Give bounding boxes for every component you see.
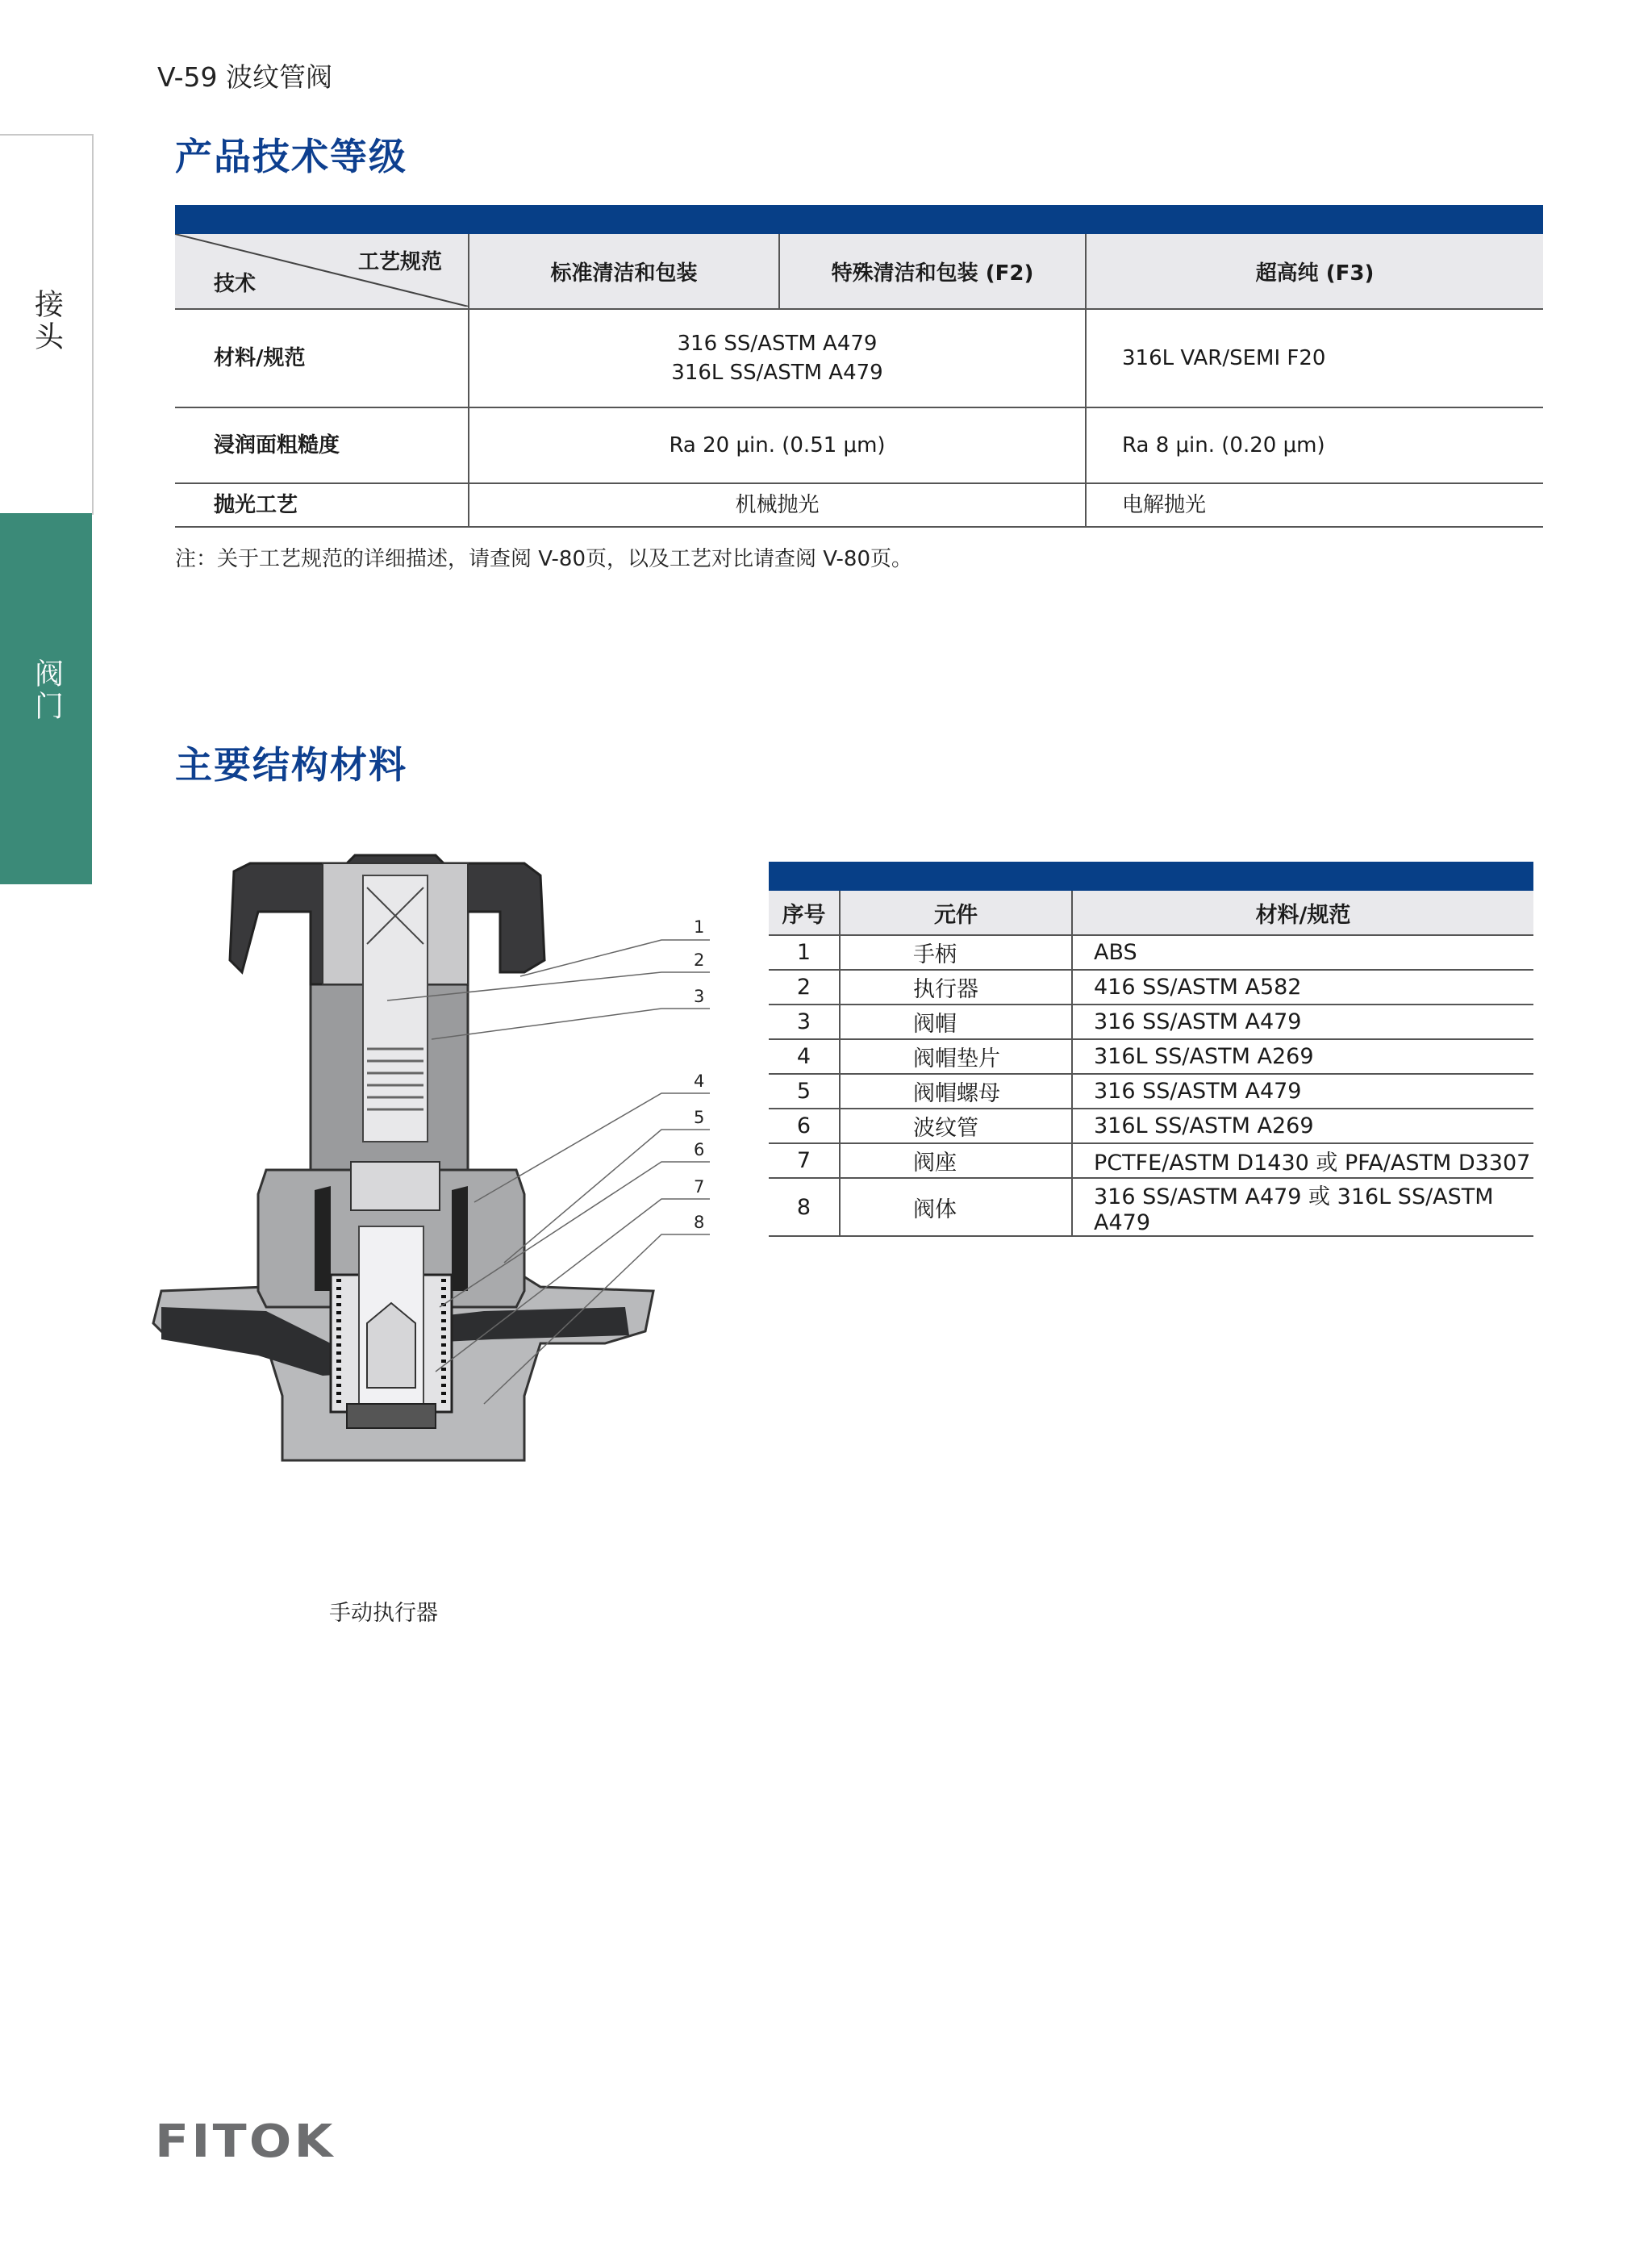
spec-row-label: 材料/规范 [175, 309, 469, 407]
table-row [769, 1178, 1533, 1236]
fitok-logo: FITOK [155, 2116, 336, 2168]
spec-note: 注：关于工艺规范的详细描述，请查阅 V-80页，以及工艺对比请查阅 V-80页。 [175, 547, 912, 571]
table-row [769, 1143, 1533, 1178]
materials-section-title: 主要结构材料 [175, 743, 407, 787]
page-header: V-59 波纹管阀 [157, 61, 333, 93]
spec-header-diagonal-cell [175, 234, 469, 309]
materials-col-part: 元件 [840, 891, 1072, 935]
materials-table [769, 862, 1533, 1237]
row-part: 手柄 [840, 935, 1072, 970]
row-material: 316 SS/ASTM A479 [1072, 1074, 1533, 1109]
row-material: 316 SS/ASTM A479 或 316L SS/ASTM A479 [1072, 1178, 1533, 1236]
spec-row-roughness [175, 407, 1543, 483]
spec-cell-ultra: 电解抛光 [1086, 483, 1543, 527]
spec-cell-ultra: 316L VAR/SEMI F20 [1086, 309, 1543, 407]
row-part: 阀帽 [840, 1005, 1072, 1039]
row-no: 7 [769, 1143, 840, 1178]
materials-col-no: 序号 [769, 891, 840, 935]
side-tab-valves[interactable] [0, 513, 92, 884]
materials-table-header [769, 891, 1533, 935]
spec-table-bar [175, 205, 1543, 234]
row-material: 316 SS/ASTM A479 [1072, 1005, 1533, 1039]
spec-col-standard: 标准清洁和包装 [469, 234, 779, 309]
spec-cell-standard [469, 309, 1086, 407]
callout-number: 3 [694, 987, 705, 1006]
table-row [769, 935, 1533, 970]
spec-table [175, 205, 1543, 528]
side-tab-connectors-label: 接头 [30, 289, 64, 353]
row-no: 5 [769, 1074, 840, 1109]
table-row [769, 970, 1533, 1005]
spec-table-header [175, 234, 1543, 309]
spec-cell-ultra: Ra 8 μin. (0.20 μm) [1086, 407, 1543, 483]
callout-number: 5 [694, 1108, 705, 1127]
row-material: PCTFE/ASTM D1430 或 PFA/ASTM D3307 [1072, 1143, 1533, 1178]
spec-value-line: 316 SS/ASTM A479 [677, 332, 878, 356]
row-material: 316L SS/ASTM A269 [1072, 1039, 1533, 1074]
row-material: 416 SS/ASTM A582 [1072, 970, 1533, 1005]
table-row [769, 1039, 1533, 1074]
callout-number: 7 [694, 1177, 705, 1197]
table-row [769, 1109, 1533, 1143]
table-row [769, 1005, 1533, 1039]
side-tab-valves-label: 阀门 [30, 658, 64, 723]
spec-section-title: 产品技术等级 [175, 135, 407, 178]
row-no: 2 [769, 970, 840, 1005]
row-no: 1 [769, 935, 840, 970]
spec-col-ultra: 超高纯 (F3) [1086, 234, 1543, 309]
diag-bottom-label: 技术 [214, 272, 257, 296]
spec-row-label: 抛光工艺 [175, 483, 469, 527]
spec-cell-standard: Ra 20 μin. (0.51 μm) [469, 407, 1086, 483]
materials-col-material: 材料/规范 [1072, 891, 1533, 935]
row-part: 阀体 [840, 1178, 1072, 1236]
row-no: 8 [769, 1178, 840, 1236]
row-no: 4 [769, 1039, 840, 1074]
callout-numbers [694, 917, 704, 1232]
handle-shape [230, 855, 544, 1142]
spec-cell-standard: 机械抛光 [469, 483, 1086, 527]
materials-table-bar [769, 862, 1533, 891]
row-part: 阀帽螺母 [840, 1074, 1072, 1109]
table-row [769, 1074, 1533, 1109]
callout-number: 2 [694, 950, 705, 970]
row-part: 波纹管 [840, 1109, 1072, 1143]
callout-number: 8 [694, 1213, 705, 1232]
spec-row-polish [175, 483, 1543, 527]
drawing-caption: 手动执行器 [329, 1601, 438, 1626]
row-material: ABS [1072, 935, 1533, 970]
row-no: 3 [769, 1005, 840, 1039]
diag-top-label: 工艺规范 [357, 250, 442, 274]
row-no: 6 [769, 1109, 840, 1143]
row-part: 阀帽垫片 [840, 1039, 1072, 1074]
valve-cross-section-drawing [145, 839, 726, 1565]
row-part: 执行器 [840, 970, 1072, 1005]
spec-row-label: 浸润面粗糙度 [175, 407, 469, 483]
callout-number: 1 [694, 917, 705, 937]
callout-number: 6 [694, 1140, 705, 1159]
spec-col-special: 特殊清洁和包装 (F2) [779, 234, 1086, 309]
row-material: 316L SS/ASTM A269 [1072, 1109, 1533, 1143]
side-tab-connectors[interactable] [0, 134, 94, 515]
row-part: 阀座 [840, 1143, 1072, 1178]
callout-number: 4 [694, 1071, 705, 1091]
spec-row-material [175, 309, 1543, 407]
spec-value-line: 316L SS/ASTM A479 [671, 361, 883, 385]
